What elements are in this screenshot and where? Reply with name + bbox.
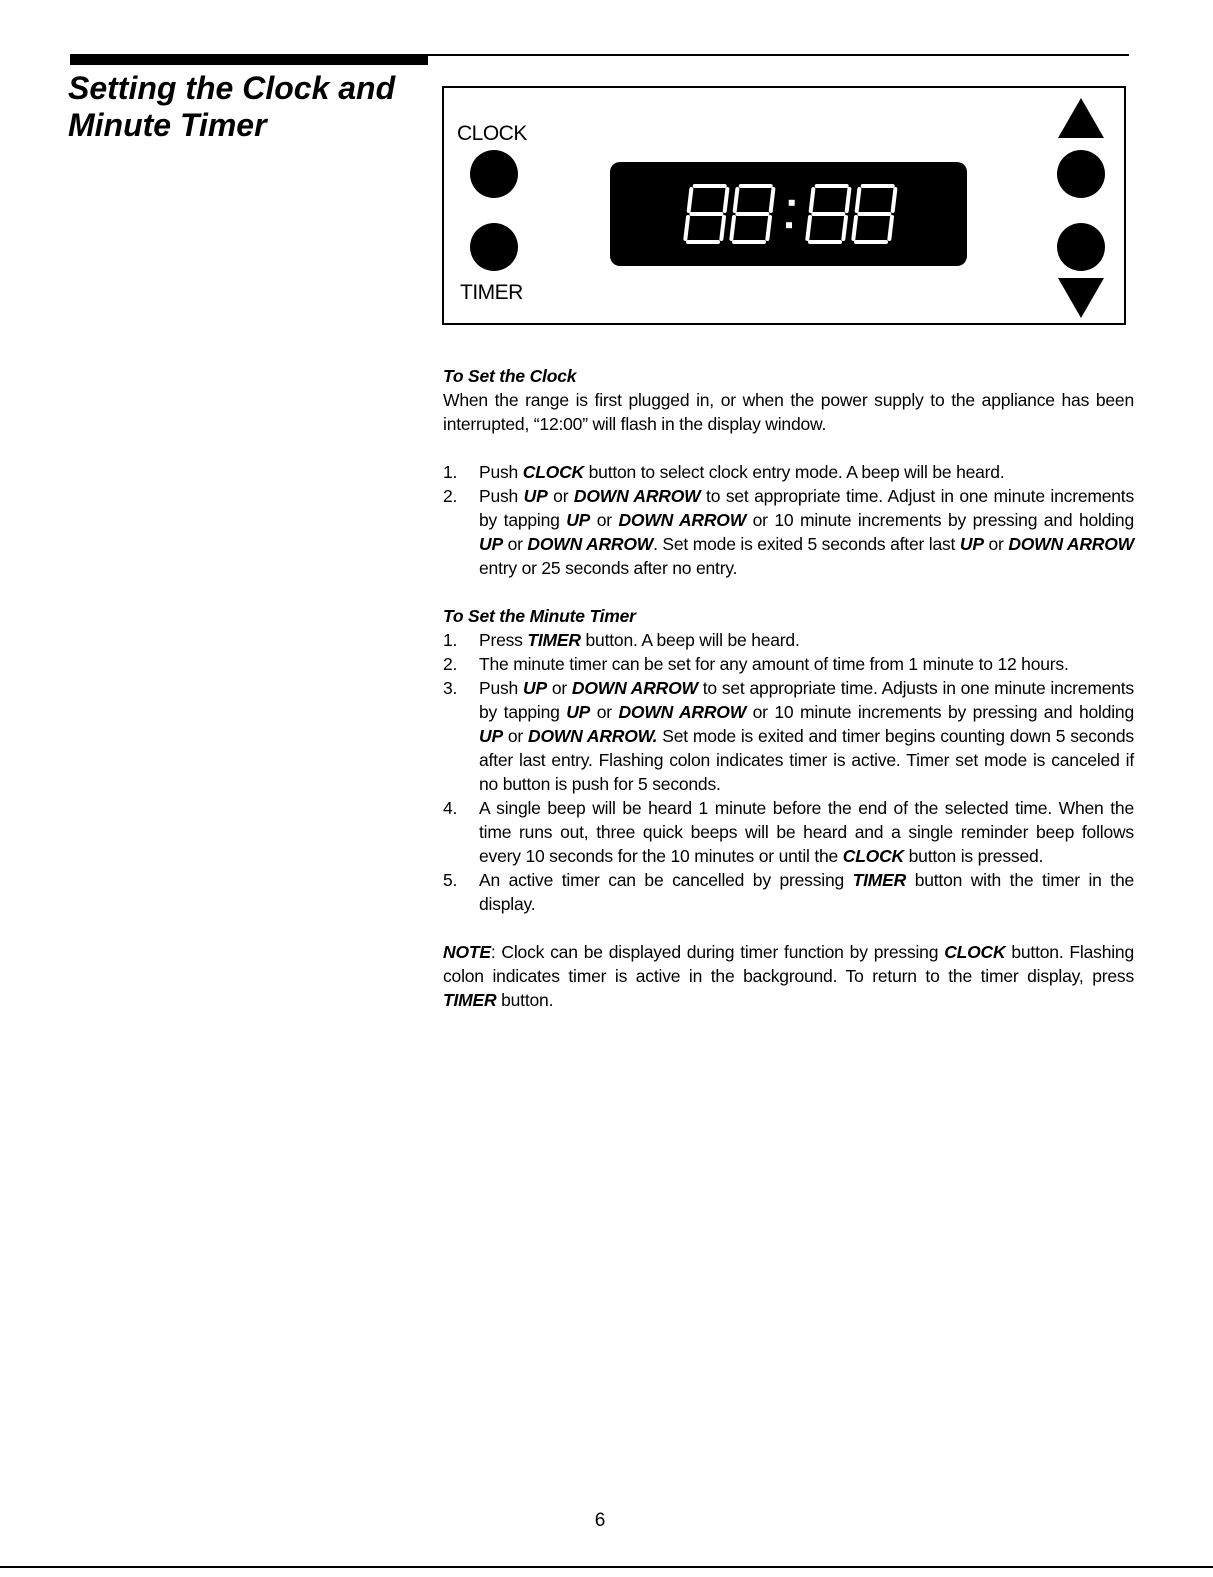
set-clock-heading: To Set the Clock	[443, 366, 577, 386]
up-arrow-button[interactable]	[1057, 150, 1105, 198]
up-arrow-icon	[1058, 98, 1104, 138]
list-item: 4. A single beep will be heard 1 minute before the end of the selected time. When the time runs out, three quick beeps will be heard and a single reminder beep follows every 10 seconds for the 10 minutes or until the CLOCK button is pressed.	[443, 798, 1134, 866]
display-colon-dot	[786, 222, 792, 228]
display-segment	[721, 217, 724, 239]
note-paragraph: NOTE: Clock can be displayed during timer function by pressing CLOCK button. Flashing colon indicates timer is active in the background. To return to the timer display, press TIMER button.	[443, 942, 1134, 1010]
control-panel-illustration	[442, 86, 1126, 325]
instructions	[443, 364, 1134, 1012]
display-segment	[893, 189, 896, 211]
display-digits	[610, 162, 967, 266]
display-segment	[735, 189, 738, 211]
display-colon-dot	[789, 200, 795, 206]
digital-display	[610, 162, 967, 266]
set-clock-intro: When the range is first plugged in, or when the power supply to the appliance has been interrupted, “12:00” will flash in the display window.	[443, 390, 1134, 434]
section-title	[68, 70, 428, 144]
list-item: 5. An active timer can be cancelled by pressing TIMER button with the timer in the display.	[443, 870, 1135, 914]
down-arrow-button[interactable]	[1057, 223, 1105, 271]
display-segment	[857, 189, 860, 211]
display-segment	[771, 189, 774, 211]
display-segment	[853, 217, 856, 239]
display-segment	[889, 217, 892, 239]
list-item: 1. Push CLOCK button to select clock entry mode. A beep will be heard.	[443, 462, 1005, 482]
header-rule-thin	[428, 54, 1129, 56]
list-item: 1. Press TIMER button. A beep will be heard.	[443, 630, 800, 650]
display-segment	[843, 217, 846, 239]
section-title-line-1: Setting the Clock and	[68, 70, 396, 106]
clock-label: CLOCK	[457, 122, 527, 145]
display-segment	[767, 217, 770, 239]
display-segment	[731, 217, 734, 239]
display-segment	[847, 189, 850, 211]
display-segment	[685, 217, 688, 239]
page-number: 6	[594, 1510, 606, 1531]
set-clock-steps	[443, 460, 1134, 580]
header-rule-thick	[70, 54, 428, 65]
timer-button[interactable]	[470, 223, 518, 271]
list-item: 3. Push UP or DOWN ARROW to set appropriate time. Adjusts in one minute increments by tapping UP or DOWN ARROW or 10 minute increments by pressing and holding UP or DOWN ARROW. Set mode is exited and timer begins counting down 5 seconds after last entry. Flashing colon indicates timer is active. Timer set mode is canceled if no button is push for 5 seconds.	[443, 678, 1134, 794]
clock-button[interactable]	[470, 150, 518, 198]
display-segment	[807, 217, 810, 239]
list-item: 2. The minute timer can be set for any amount of time from 1 minute to 12 hours.	[443, 654, 1069, 674]
timer-label: TIMER	[460, 281, 523, 304]
display-segment	[811, 189, 814, 211]
down-arrow-icon	[1058, 278, 1104, 318]
set-timer-steps	[443, 628, 1134, 916]
footer-rule	[0, 1566, 1213, 1568]
set-timer-heading: To Set the Minute Timer	[443, 606, 636, 626]
list-item: 2. Push UP or DOWN ARROW to set appropriate time. Adjust in one minute increments by tapping UP or DOWN ARROW or 10 minute increments by pressing and holding UP or DOWN ARROW. Set mode is exited 5 seconds after last UP or DOWN ARROW entry or 25 seconds after no entry.	[443, 486, 1135, 578]
display-segment	[725, 189, 728, 211]
section-title-line-2: Minute Timer	[68, 107, 267, 143]
display-segment	[689, 189, 692, 211]
